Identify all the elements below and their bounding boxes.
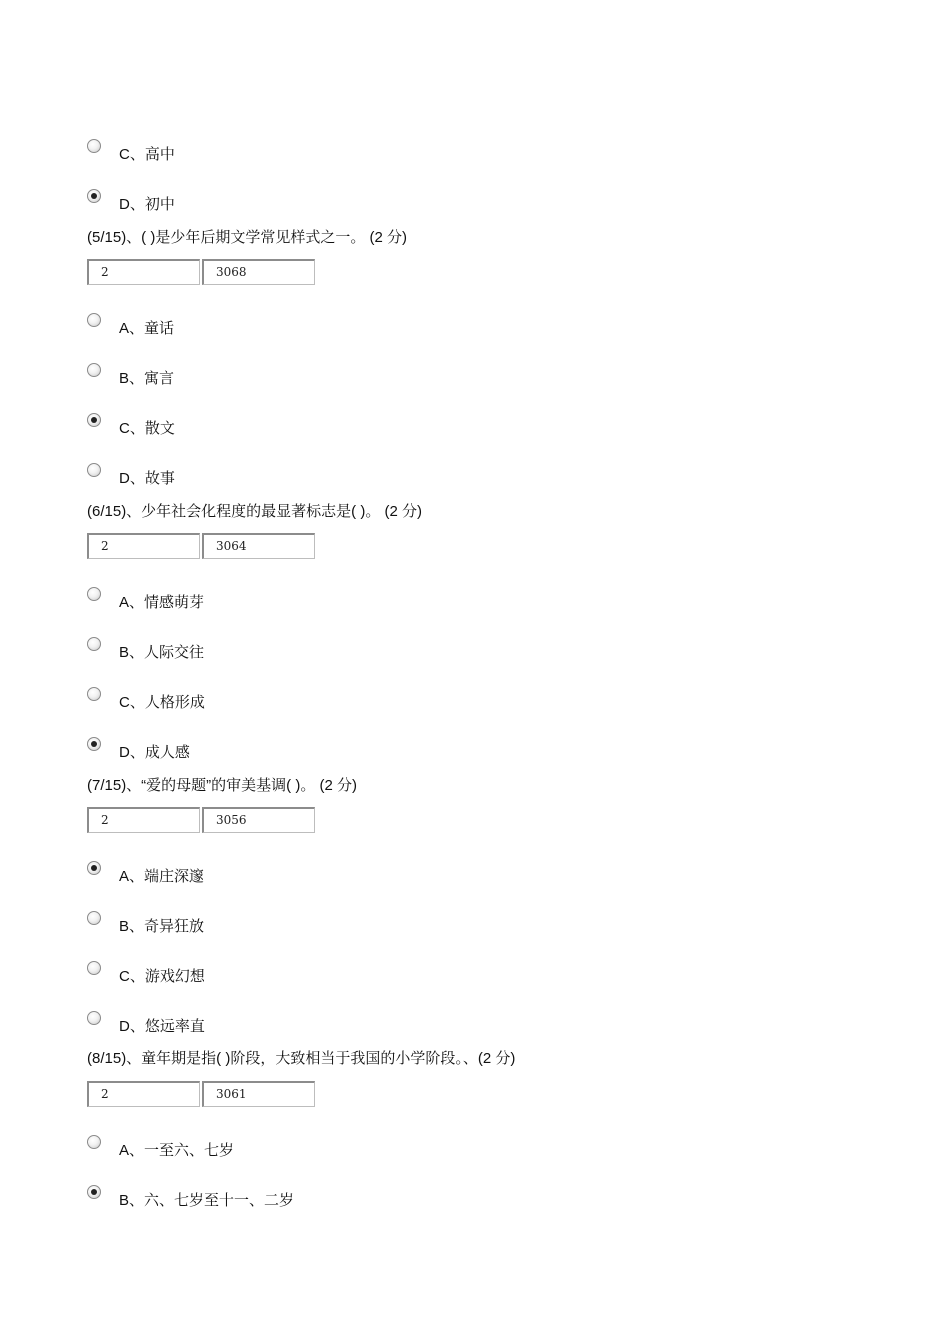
radio-button[interactable] (87, 139, 101, 153)
option-label: D、故事 (119, 470, 175, 487)
question-id-field: 3056 (202, 807, 315, 833)
option-label: B、六、七岁至十一、二岁 (119, 1192, 295, 1209)
option-label: C、游戏幻想 (119, 968, 205, 985)
radio-button-selected[interactable] (87, 413, 101, 427)
option-label: B、寓言 (119, 370, 175, 387)
option-label: A、端庄深邃 (119, 868, 205, 885)
score-field: 2 (87, 807, 200, 833)
option-label: D、悠远率直 (119, 1018, 205, 1035)
option-label: C、人格形成 (119, 694, 205, 711)
question-5-text: (5/15)、( )是少年后期文学常见样式之一。 (2 分) (87, 229, 408, 246)
question-id-field: 3068 (202, 259, 315, 285)
option-label: D、成人感 (119, 744, 190, 761)
radio-button[interactable] (87, 313, 101, 327)
score-field: 2 (87, 533, 200, 559)
option-label: D、初中 (119, 196, 175, 213)
option-label: C、散文 (119, 420, 175, 437)
question-7-text: (7/15)、“爱的母题”的审美基调( )。 (2 分) (87, 777, 358, 794)
radio-button[interactable] (87, 1011, 101, 1025)
radio-button[interactable] (87, 911, 101, 925)
score-field: 2 (87, 259, 200, 285)
question-id-field: 3061 (202, 1081, 315, 1107)
option-label: B、奇异狂放 (119, 918, 205, 935)
option-label: C、高中 (119, 146, 175, 163)
score-field: 2 (87, 1081, 200, 1107)
radio-button[interactable] (87, 1135, 101, 1149)
radio-button-selected[interactable] (87, 1185, 101, 1199)
question-id-field: 3064 (202, 533, 315, 559)
question-6-text: (6/15)、少年社会化程度的最显著标志是( )。 (2 分) (87, 503, 423, 520)
radio-button[interactable] (87, 687, 101, 701)
radio-button[interactable] (87, 463, 101, 477)
question-8-text: (8/15)、童年期是指( )阶段，大致相当于我国的小学阶段。、(2 分) (87, 1050, 516, 1067)
radio-button[interactable] (87, 587, 101, 601)
option-label: B、人际交往 (119, 644, 205, 661)
option-label: A、童话 (119, 320, 175, 337)
radio-button-selected[interactable] (87, 189, 101, 203)
radio-button[interactable] (87, 961, 101, 975)
option-label: A、情感萌芽 (119, 594, 205, 611)
radio-button[interactable] (87, 637, 101, 651)
radio-button-selected[interactable] (87, 737, 101, 751)
option-label: A、一至六、七岁 (119, 1142, 235, 1159)
radio-button-selected[interactable] (87, 861, 101, 875)
radio-button[interactable] (87, 363, 101, 377)
